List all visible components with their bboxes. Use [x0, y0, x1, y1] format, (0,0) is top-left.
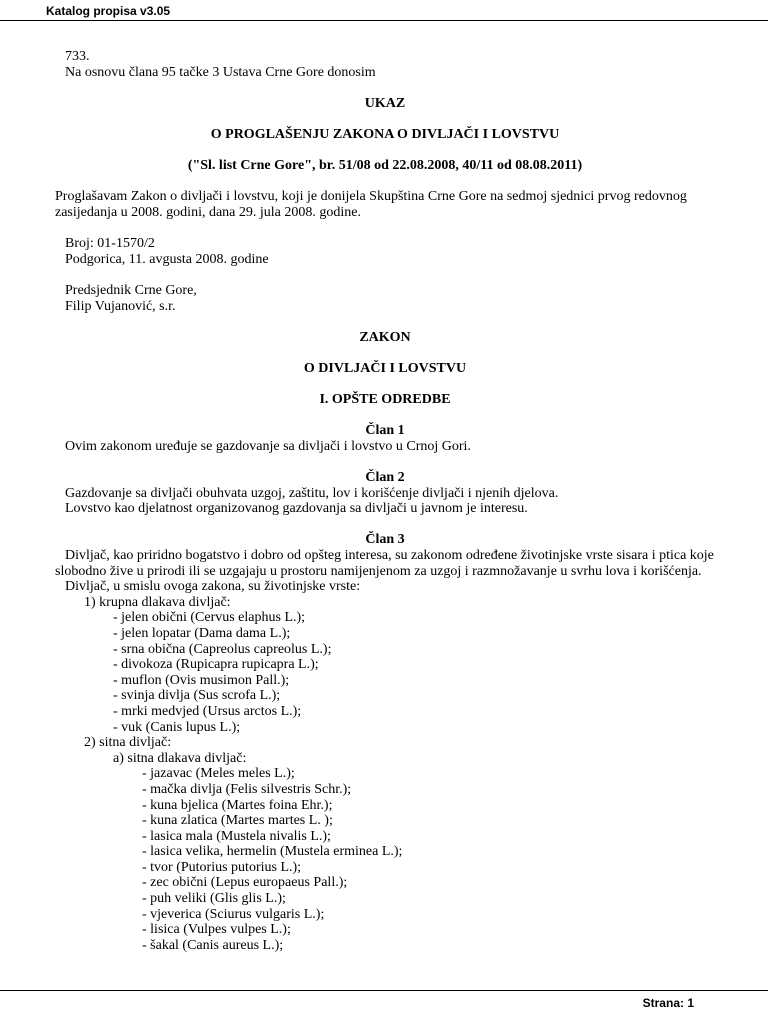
list-item: - kuna bjelica (Martes foina Ehr.);	[142, 797, 333, 813]
footer-divider	[0, 990, 768, 991]
group-1-heading: 1) krupna dlakava divljač:	[84, 594, 231, 610]
clan-2-title: Član 2	[365, 470, 405, 486]
law-title: ZAKON	[359, 329, 411, 345]
clan-1-text: Ovim zakonom uređuje se gazdovanje sa divljači i lovstvo u Crnoj Gori.	[65, 438, 471, 454]
list-item: - zec obični (Lepus europaeus Pall.);	[142, 875, 348, 891]
ukaz-subtitle: O PROGLAŠENJU ZAKONA O DIVLJAČI I LOVSTVU	[210, 126, 560, 142]
list-item: - srna obična (Capreolus capreolus L.);	[113, 641, 332, 657]
document-number: 733.	[65, 49, 90, 64]
clan-2-paragraph-1: Gazdovanje sa divljači obuhvata uzgoj, zaštitu, lov i korišćenje divljači i njenih djelova.	[65, 485, 559, 501]
list-item: - mačka divlja (Felis silvestris Schr.);	[142, 781, 352, 797]
clan-3-title: Član 3	[365, 532, 405, 548]
page-number: Strana: 1	[642, 996, 694, 1010]
page-header	[0, 0, 768, 24]
list-item: - jelen obični (Cervus elaphus L.);	[113, 610, 306, 626]
header-divider	[0, 20, 768, 21]
group-2a-list	[55, 766, 715, 953]
gazette-reference: ("Sl. list Crne Gore", br. 51/08 od 22.08.2008, 40/11 od 08.08.2011)	[187, 158, 583, 174]
list-item: - divokoza (Rupicapra rupicapra L.);	[113, 657, 319, 673]
list-item: - puh veliki (Glis glis L.);	[142, 891, 286, 907]
clan-3-paragraph-1: Divljač, kao priridno bogatstvo i dobro od opšteg interesa, su zakonom određene životinjske vrste sisara i ptica koje slobodno žive u prirodi ili se uzgajaju u prostoru namijenjenom za uzgoj i razmnožavanje u svrhu lova i korišćenja.	[55, 548, 714, 579]
list-item: - lasica mala (Mustela nivalis L.);	[142, 828, 331, 844]
list-item: - mrki medvjed (Ursus arctos L.);	[113, 703, 302, 719]
proclamation-text: Proglašavam Zakon o divljači i lovstvu, koji je donijela Skupština Crne Gore na sedmoj sjednici prvog redovnog zasijedanja u 2008. godini, dana 29. jula 2008. godine.	[55, 189, 687, 220]
list-item: - kuna zlatica (Martes martes L. );	[142, 813, 333, 829]
section-title: I. OPŠTE ODREDBE	[319, 392, 451, 408]
broj: Broj: 01-1570/2	[65, 236, 155, 252]
list-item: - vuk (Canis lupus L.);	[113, 719, 241, 735]
law-subtitle: O DIVLJAČI I LOVSTVU	[303, 360, 467, 376]
document-body	[55, 49, 715, 953]
list-item: - šakal (Canis aureus L.);	[142, 937, 284, 953]
list-item: - tvor (Putorius putorius L.);	[142, 859, 302, 875]
list-item: - lasica velika, hermelin (Mustela erminea L.);	[142, 844, 403, 860]
group-2-heading: 2) sitna divljač:	[84, 735, 172, 751]
group-2a-heading: a) sitna dlakava divljač:	[113, 750, 247, 766]
president-title: Predsjednik Crne Gore,	[65, 282, 197, 298]
president-name: Filip Vujanović, s.r.	[65, 298, 176, 314]
list-item: - muflon (Ovis musimon Pall.);	[113, 672, 290, 688]
place-date: Podgorica, 11. avgusta 2008. godine	[65, 251, 269, 267]
preamble: Na osnovu člana 95 tačke 3 Ustava Crne Gore donosim	[65, 64, 376, 80]
clan-1-title: Član 1	[365, 423, 405, 439]
ukaz-title: UKAZ	[364, 95, 406, 111]
list-item: - svinja divlja (Sus scrofa L.);	[113, 688, 281, 704]
list-item: - lisica (Vulpes vulpes L.);	[142, 922, 291, 938]
list-item: - jelen lopatar (Dama dama L.);	[113, 625, 291, 641]
clan-2-paragraph-2: Lovstvo kao djelatnost organizovanog gazdovanja sa divljači u javnom je interesu.	[65, 501, 528, 517]
group-1-list	[55, 610, 715, 735]
catalog-title: Katalog propisa v3.05	[46, 4, 171, 18]
list-item: - jazavac (Meles meles L.);	[142, 766, 295, 782]
clan-3-paragraph-2: Divljač, u smislu ovoga zakona, su životinjske vrste:	[65, 579, 361, 595]
list-item: - vjeverica (Sciurus vulgaris L.);	[142, 906, 325, 922]
